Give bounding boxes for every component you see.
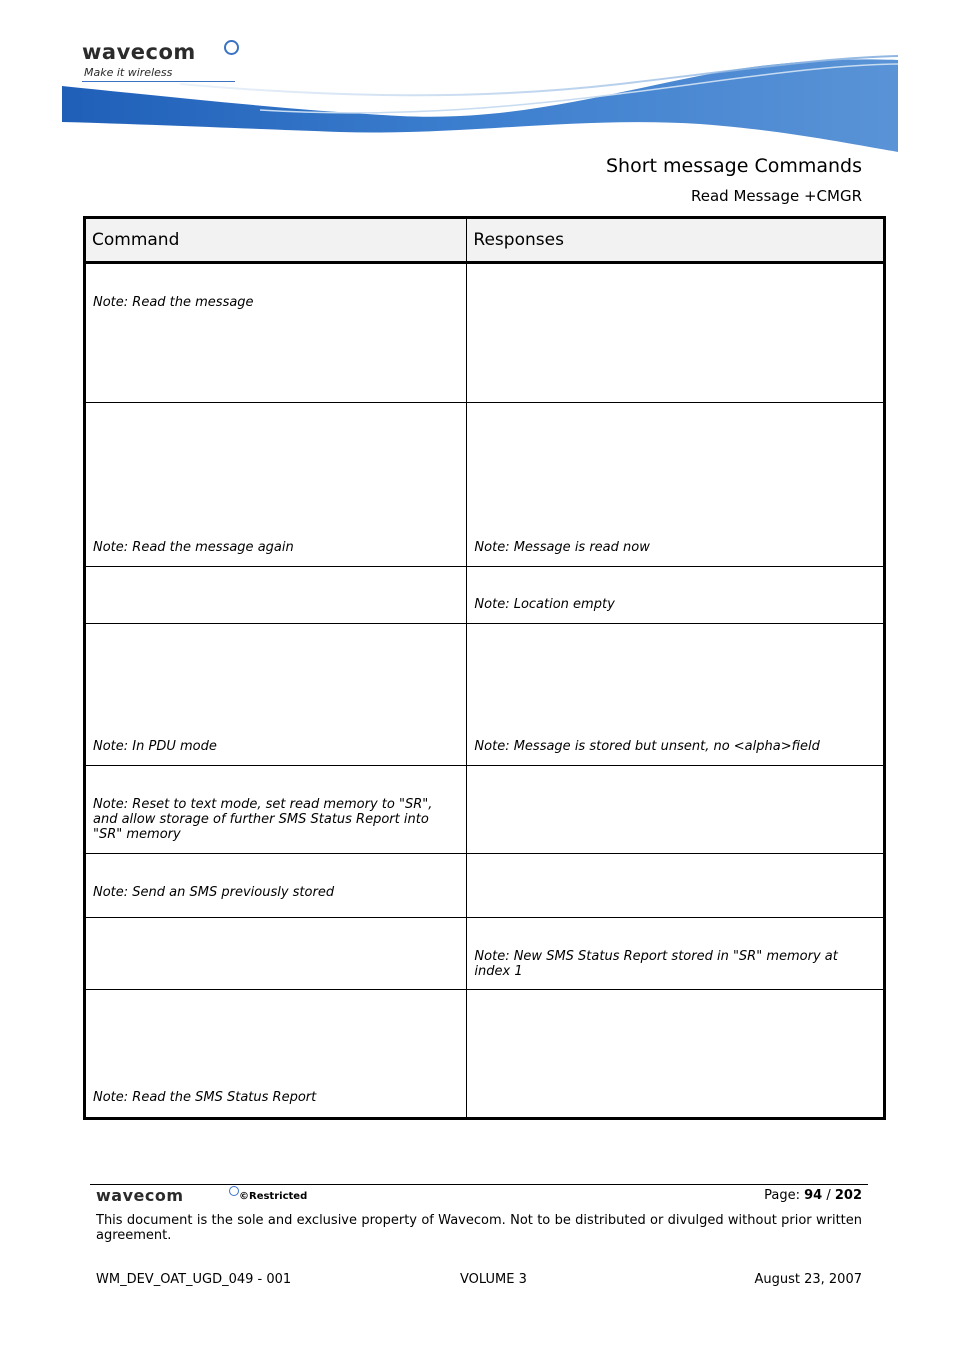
command-note: Note: Reset to text mode, set read memory to "SR", and allow storage of further SMS Status Report into "SR" memory bbox=[93, 797, 433, 842]
header-wave-graphic bbox=[60, 50, 900, 160]
command-cell bbox=[85, 403, 467, 567]
volume-label: VOLUME 3 bbox=[460, 1272, 527, 1287]
response-note: Note: Location empty bbox=[474, 597, 615, 612]
table-row bbox=[85, 918, 885, 990]
response-note: Note: Message is read now bbox=[474, 540, 650, 555]
page-current: 94 bbox=[804, 1188, 823, 1203]
wavecom-logo: wavecom bbox=[82, 40, 196, 64]
response-cell bbox=[467, 918, 885, 990]
document-id: WM_DEV_OAT_UGD_049 - 001 bbox=[96, 1272, 292, 1287]
command-note: Note: Send an SMS previously stored bbox=[93, 885, 335, 900]
table-row bbox=[85, 567, 885, 624]
section-title: Short message Commands bbox=[605, 155, 862, 177]
command-note: Note: Read the message bbox=[93, 295, 254, 310]
command-note: Note: In PDU mode bbox=[93, 739, 217, 754]
command-cell bbox=[85, 766, 467, 854]
footer-restricted: ©Restricted bbox=[239, 1191, 308, 1202]
command-cell bbox=[85, 624, 467, 766]
command-note: Note: Read the SMS Status Report bbox=[93, 1090, 317, 1105]
response-note: Note: New SMS Status Report stored in "SR" memory at index 1 bbox=[474, 949, 838, 979]
table-row bbox=[85, 766, 885, 854]
response-note: Note: Message is stored but unsent, no <alpha>field bbox=[474, 739, 820, 754]
response-cell bbox=[467, 766, 885, 854]
table-row bbox=[85, 263, 885, 403]
column-header-command: Command bbox=[85, 218, 467, 263]
command-cell bbox=[85, 990, 467, 1119]
table-row bbox=[85, 990, 885, 1119]
response-cell bbox=[467, 567, 885, 624]
table-row bbox=[85, 854, 885, 918]
footer-logo-swirl-icon bbox=[229, 1186, 239, 1196]
footer-logo: wavecom bbox=[96, 1186, 184, 1205]
page-number bbox=[764, 1188, 862, 1203]
logo-tagline: Make it wireless bbox=[84, 66, 173, 79]
command-cell bbox=[85, 854, 467, 918]
page-label: Page: bbox=[764, 1188, 805, 1203]
command-note: Note: Read the message again bbox=[93, 540, 294, 555]
response-cell bbox=[467, 263, 885, 403]
response-cell bbox=[467, 854, 885, 918]
table-row bbox=[85, 403, 885, 567]
page-total: 202 bbox=[834, 1188, 862, 1203]
footer-rule bbox=[90, 1184, 868, 1185]
column-header-responses: Responses bbox=[467, 218, 885, 263]
subsection-title: Read Message +CMGR bbox=[691, 187, 862, 205]
command-cell bbox=[85, 918, 467, 990]
command-cell bbox=[85, 263, 467, 403]
footer-notice: This document is the sole and exclusive property of Wavecom. Not to be distributed or divulged without prior written agreement. bbox=[96, 1213, 862, 1243]
command-table bbox=[83, 216, 886, 1120]
response-cell bbox=[467, 624, 885, 766]
table-header-row bbox=[85, 218, 885, 263]
response-cell bbox=[467, 403, 885, 567]
page-separator: / bbox=[822, 1188, 835, 1203]
command-cell bbox=[85, 567, 467, 624]
table-row bbox=[85, 624, 885, 766]
response-cell bbox=[467, 990, 885, 1119]
document-date: August 23, 2007 bbox=[754, 1272, 862, 1287]
